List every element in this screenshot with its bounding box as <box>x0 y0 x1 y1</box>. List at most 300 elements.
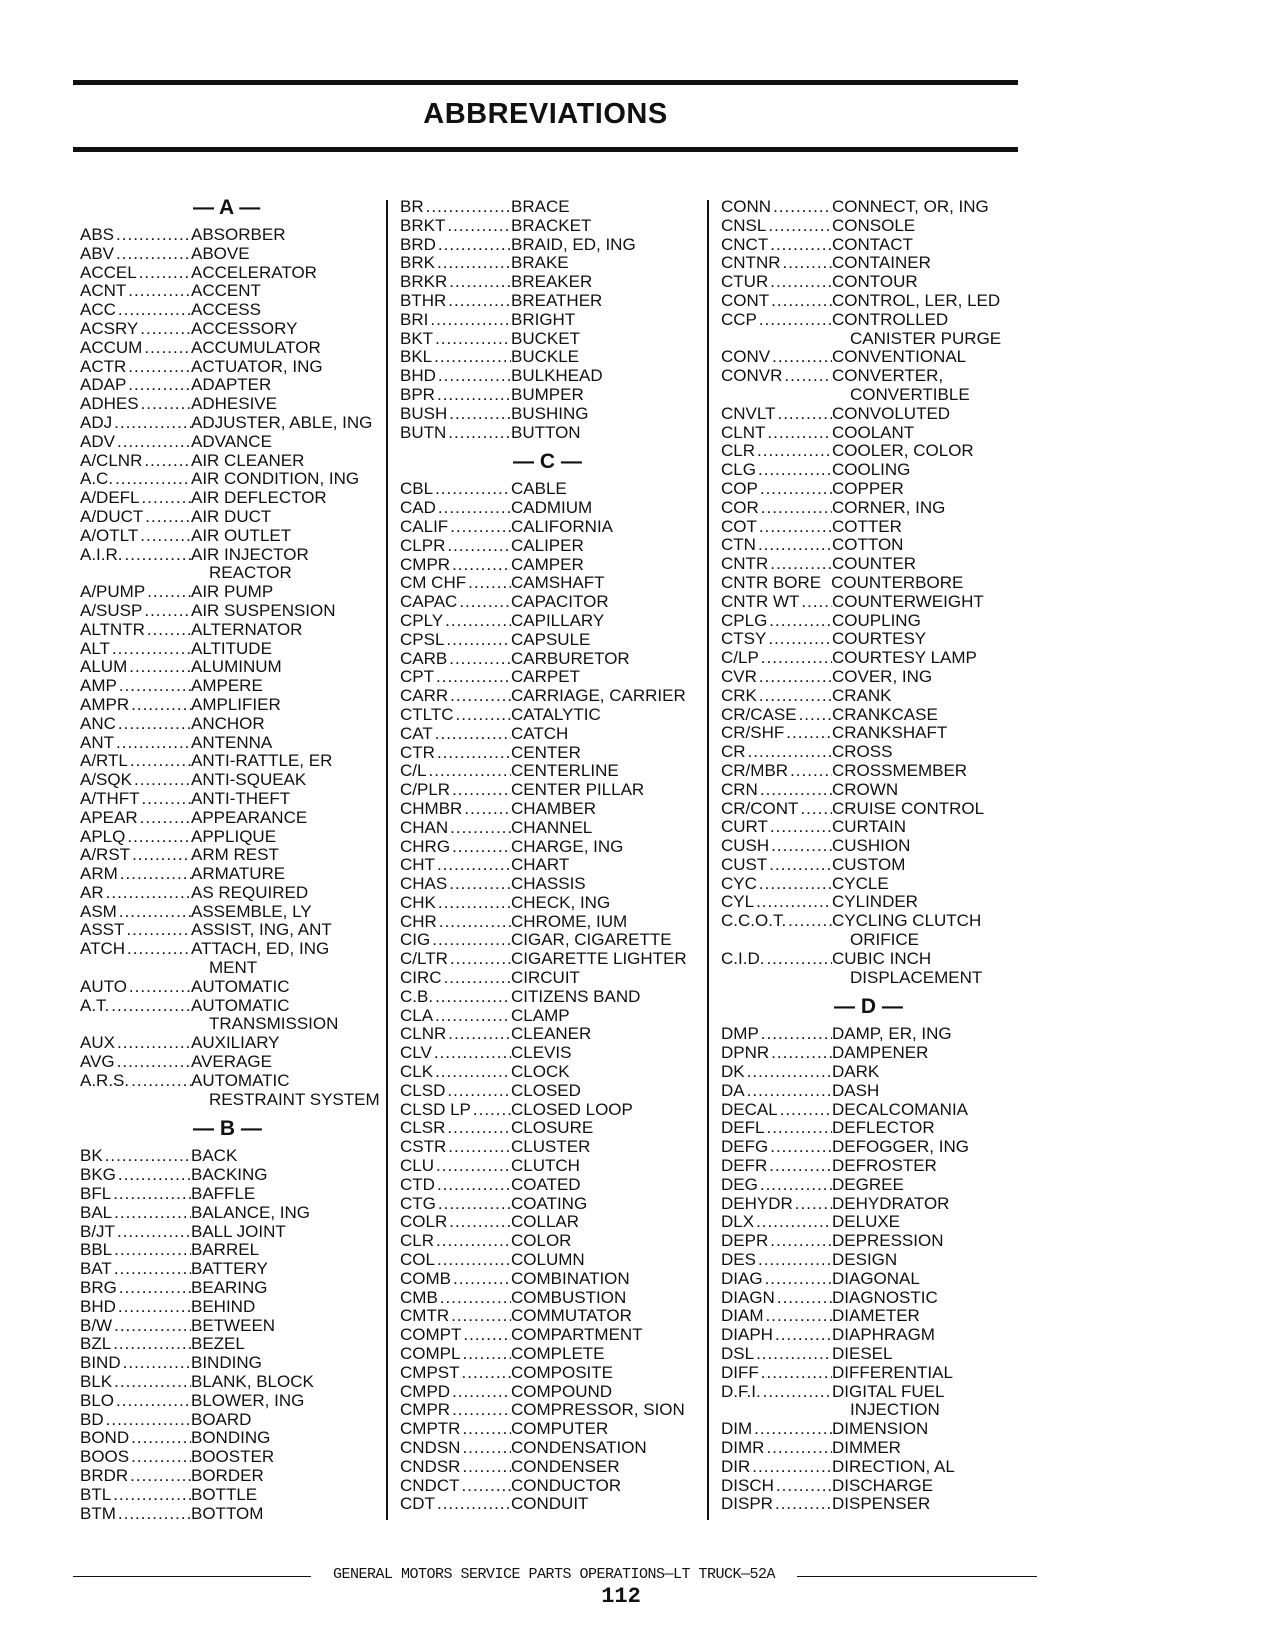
abbreviation-entry <box>80 376 380 395</box>
abbreviation-term: C/L ..... <box>400 762 511 781</box>
abbreviation-entry <box>400 386 700 405</box>
abbreviation-meaning: COOLER, COLOR <box>832 441 974 461</box>
abbreviation-entry <box>400 1082 700 1101</box>
abbreviation-entry <box>721 461 1021 480</box>
abbreviation-entry <box>80 602 380 621</box>
abbreviation-term: DES ..... <box>721 1251 832 1270</box>
abbreviation-entry <box>721 1232 1021 1251</box>
abbreviation-entry <box>80 282 380 301</box>
abbreviation-entry <box>721 1477 1021 1496</box>
abbreviation-entry <box>80 1185 380 1204</box>
abbreviation-meaning: AUXILIARY <box>191 1033 280 1053</box>
abbreviation-entry <box>400 1138 700 1157</box>
abbreviation-meaning: BEARING <box>191 1278 268 1298</box>
abbreviation-meaning: CARPET <box>511 667 580 687</box>
abbreviation-entry <box>80 583 380 602</box>
abbreviation-meaning: BALL JOINT <box>191 1221 286 1241</box>
abbreviation-entry <box>80 433 380 452</box>
abbreviation-meaning: CLUTCH <box>511 1156 580 1176</box>
abbreviation-entry <box>721 856 1021 875</box>
abbreviation-meaning: CUSHION <box>832 836 911 856</box>
abbreviation-term: BRD ..... <box>400 236 511 255</box>
abbreviation-meaning: DIMENSION <box>832 1419 929 1439</box>
abbreviation-meaning: DELUXE <box>832 1212 901 1232</box>
abbreviation-term: CALIF ..... <box>400 518 511 537</box>
abbreviation-meaning: COMPARTMENT <box>511 1325 643 1345</box>
abbreviation-term: ACNT ..... <box>80 282 191 301</box>
abbreviation-meaning: BUTTON <box>511 422 581 442</box>
abbreviation-meaning: BRACE <box>511 197 570 216</box>
abbreviation-term: CAD ..... <box>400 499 511 518</box>
abbreviation-meaning: AUTOMATIC <box>191 1070 290 1090</box>
abbreviation-term: A/DUCT ..... <box>80 508 191 527</box>
abbreviation-entry <box>721 1458 1021 1477</box>
abbreviation-meaning: DEPRESSION <box>832 1231 944 1251</box>
abbreviation-term: CHRG ..... <box>400 838 511 857</box>
abbreviation-meaning: CONTROL, LER, LED <box>832 290 1001 310</box>
abbreviation-term: APEAR ..... <box>80 809 191 828</box>
abbreviation-term: B/W ..... <box>80 1317 191 1336</box>
abbreviation-entry <box>721 912 1021 931</box>
abbreviation-entry <box>80 1429 380 1448</box>
abbreviation-term: BHD ..... <box>400 367 511 386</box>
abbreviation-meaning: BOTTLE <box>191 1484 258 1504</box>
abbreviation-entry <box>721 818 1021 837</box>
abbreviation-continuation <box>721 386 1021 405</box>
abbreviation-term: CYC ..... <box>721 875 832 894</box>
abbreviation-term: DPNR ..... <box>721 1044 832 1063</box>
abbreviation-meaning: CANISTER PURGE <box>850 328 1002 348</box>
abbreviation-meaning: CABLE <box>511 479 567 499</box>
abbreviation-term: A/RST ..... <box>80 846 191 865</box>
abbreviation-entry <box>400 480 700 499</box>
abbreviation-term: DEFG ..... <box>721 1138 832 1157</box>
abbreviation-term: BRDR ..... <box>80 1467 191 1486</box>
abbreviation-term: CYL ..... <box>721 893 832 912</box>
abbreviation-entry <box>721 405 1021 424</box>
abbreviation-term: CR/CASE ..... <box>721 706 832 725</box>
abbreviation-term: BZL ..... <box>80 1335 191 1354</box>
abbreviation-entry <box>721 1138 1021 1157</box>
abbreviation-term: ALTNTR ..... <box>80 621 191 640</box>
abbreviation-entry <box>80 884 380 903</box>
abbreviation-entry <box>80 1448 380 1467</box>
abbreviation-term: CHT ..... <box>400 856 511 875</box>
abbreviation-entry <box>721 762 1021 781</box>
abbreviation-meaning: BRACKET <box>511 215 592 235</box>
abbreviation-term: AR ..... <box>80 884 191 903</box>
abbreviation-term: DIMR ..... <box>721 1439 832 1458</box>
abbreviation-entry <box>400 950 700 969</box>
abbreviation-meaning: ANTI-THEFT <box>191 788 291 808</box>
abbreviation-term: DSL ..... <box>721 1345 832 1364</box>
abbreviation-entry <box>400 1025 700 1044</box>
abbreviation-entry <box>400 1307 700 1326</box>
abbreviation-entry <box>80 752 380 771</box>
abbreviation-term: CONT ..... <box>721 292 832 311</box>
abbreviation-entry <box>721 1082 1021 1101</box>
abbreviation-entry <box>80 1166 380 1185</box>
abbreviation-meaning: COVER, ING <box>832 666 933 686</box>
abbreviation-entry <box>400 800 700 819</box>
abbreviation-meaning: CALIFORNIA <box>511 516 614 536</box>
abbreviation-meaning: BRIGHT <box>511 309 576 329</box>
abbreviation-meaning: CENTERLINE <box>511 761 619 781</box>
abbreviation-meaning: CROSSMEMBER <box>832 760 968 780</box>
abbreviation-term: CMPR ..... <box>400 556 511 575</box>
abbreviation-entry <box>400 311 700 330</box>
abbreviation-term: CTSY ..... <box>721 630 832 649</box>
abbreviation-term: C/PLR ..... <box>400 781 511 800</box>
abbreviation-term: CTN ..... <box>721 536 832 555</box>
abbreviation-meaning: ADVANCE <box>191 431 272 451</box>
abbreviation-meaning: BRAKE <box>511 253 569 273</box>
abbreviation-meaning: COATING <box>511 1193 588 1213</box>
abbreviation-entry <box>400 1439 700 1458</box>
abbreviation-entry <box>80 1260 380 1279</box>
abbreviation-term: AUTO ..... <box>80 978 191 997</box>
section-letter-heading: — A — <box>193 196 261 219</box>
abbreviation-term: ACSRY ..... <box>80 320 191 339</box>
abbreviation-term: DIAM ..... <box>721 1307 832 1326</box>
abbreviation-term: COMPT ..... <box>400 1326 511 1345</box>
abbreviation-term: CMPR ..... <box>400 1401 511 1420</box>
abbreviation-term <box>721 1401 832 1420</box>
abbreviation-meaning: DIAPHRAGM <box>832 1325 935 1345</box>
abbreviation-meaning: COMBUSTION <box>511 1287 627 1307</box>
abbreviation-term: CLSD ..... <box>400 1082 511 1101</box>
abbreviation-term: ADHES ..... <box>80 395 191 414</box>
abbreviation-term: CONVR ..... <box>721 367 832 386</box>
abbreviation-entry <box>80 658 380 677</box>
abbreviation-meaning: ALTITUDE <box>191 638 272 658</box>
abbreviation-term: COLR ..... <box>400 1213 511 1232</box>
abbreviation-meaning: CYCLING CLUTCH <box>832 911 982 931</box>
abbreviation-term: CNDCT ..... <box>400 1477 511 1496</box>
abbreviation-meaning: COMPUTER <box>511 1419 609 1439</box>
abbreviation-meaning: CLEANER <box>511 1024 592 1044</box>
abbreviation-entry <box>80 1317 380 1336</box>
abbreviation-entry <box>721 1101 1021 1120</box>
abbreviation-entry <box>721 837 1021 856</box>
abbreviation-entry <box>400 198 700 217</box>
abbreviation-term: CPLG ..... <box>721 612 832 631</box>
abbreviation-term: CNVLT ..... <box>721 405 832 424</box>
abbreviation-term: DIAGN ..... <box>721 1289 832 1308</box>
abbreviation-meaning: DARK <box>832 1062 880 1082</box>
abbreviation-entry <box>80 527 380 546</box>
abbreviation-entry <box>400 1495 700 1514</box>
abbreviation-term: BBL ..... <box>80 1241 191 1260</box>
abbreviation-term: CHR ..... <box>400 913 511 932</box>
abbreviation-entry <box>80 715 380 734</box>
abbreviation-entry <box>400 1195 700 1214</box>
top-rule <box>73 80 1018 85</box>
abbreviation-term: CHMBR ..... <box>400 800 511 819</box>
abbreviation-meaning: DIESEL <box>832 1344 893 1364</box>
abbreviation-meaning: COMPOUND <box>511 1381 613 1401</box>
abbreviation-meaning: APPEARANCE <box>191 807 308 827</box>
abbreviation-entry <box>400 1007 700 1026</box>
abbreviation-meaning: CROSS <box>832 742 893 762</box>
abbreviation-meaning: COMPOSITE <box>511 1362 614 1382</box>
abbreviation-meaning: CLOSED <box>511 1080 581 1100</box>
abbreviation-entry <box>400 1063 700 1082</box>
abbreviation-meaning: AIR INJECTOR <box>191 544 309 564</box>
abbreviation-term: BRKR ..... <box>400 273 511 292</box>
abbreviation-entry <box>80 677 380 696</box>
abbreviation-entry <box>400 405 700 424</box>
abbreviation-meaning: ABOVE <box>191 243 250 263</box>
abbreviation-term: A/PUMP ..... <box>80 583 191 602</box>
abbreviation-term: BUSH ..... <box>400 405 511 424</box>
abbreviation-column-1 <box>80 198 380 1523</box>
abbreviation-meaning: CAPACITOR <box>511 592 609 612</box>
abbreviation-meaning: CAMSHAFT <box>511 573 605 593</box>
abbreviation-entry <box>400 1326 700 1345</box>
abbreviation-entry <box>400 931 700 950</box>
abbreviation-entry <box>721 743 1021 762</box>
abbreviation-meaning: ADJUSTER, ABLE, ING <box>191 412 373 432</box>
abbreviation-entry <box>400 348 700 367</box>
abbreviation-meaning: CUBIC INCH <box>832 948 932 968</box>
abbreviation-term: BOOS ..... <box>80 1448 191 1467</box>
abbreviation-entry <box>400 856 700 875</box>
abbreviation-term: B/JT ..... <box>80 1223 191 1242</box>
abbreviation-meaning: CONVOLUTED <box>832 403 951 423</box>
abbreviation-entry <box>400 1232 700 1251</box>
abbreviation-entry <box>721 668 1021 687</box>
abbreviation-entry <box>400 687 700 706</box>
abbreviation-meaning: CUSTOM <box>832 854 906 874</box>
abbreviation-meaning: CRANKCASE <box>832 704 938 724</box>
abbreviation-continuation <box>721 330 1021 349</box>
abbreviation-entry <box>400 875 700 894</box>
abbreviation-term: C/LP ..... <box>721 649 832 668</box>
abbreviation-meaning: DIAMETER <box>832 1306 920 1326</box>
abbreviation-term: CLK ..... <box>400 1063 511 1082</box>
abbreviation-entry <box>400 1477 700 1496</box>
abbreviation-term: COMB ..... <box>400 1270 511 1289</box>
abbreviation-meaning: DISPLACEMENT <box>850 967 983 987</box>
abbreviation-meaning: CAPILLARY <box>511 610 605 630</box>
abbreviation-entry <box>400 1289 700 1308</box>
abbreviation-meaning: INJECTION <box>850 1400 940 1420</box>
abbreviation-term: CTG ..... <box>400 1195 511 1214</box>
abbreviation-entry <box>80 470 380 489</box>
abbreviation-meaning: CIGAR, CIGARETTE <box>511 930 672 950</box>
abbreviation-entry <box>80 734 380 753</box>
abbreviation-meaning: CLUSTER <box>511 1137 591 1157</box>
abbreviation-term: CLSR ..... <box>400 1119 511 1138</box>
abbreviation-meaning: ANTI-SQUEAK <box>191 770 307 790</box>
abbreviation-entry <box>400 1401 700 1420</box>
abbreviation-meaning: COLUMN <box>511 1250 585 1270</box>
abbreviation-meaning: COMPRESSOR, SION <box>511 1400 685 1420</box>
abbreviation-entry <box>80 1204 380 1223</box>
abbreviation-term: CMPTR ..... <box>400 1420 511 1439</box>
abbreviation-entry <box>721 1063 1021 1082</box>
abbreviation-meaning: DESIGN <box>832 1250 898 1270</box>
abbreviation-entry <box>400 518 700 537</box>
abbreviation-meaning: COUNTERBORE <box>831 572 964 592</box>
abbreviation-term: CLNR ..... <box>400 1025 511 1044</box>
abbreviation-entry <box>80 245 380 264</box>
abbreviation-meaning: AIR CONDITION, ING <box>191 469 360 489</box>
abbreviation-entry <box>721 1251 1021 1270</box>
abbreviation-term: BRG ..... <box>80 1279 191 1298</box>
abbreviation-meaning: CRANKSHAFT <box>832 723 948 743</box>
abbreviation-term: C.C.O.T. ..... <box>721 912 832 931</box>
abbreviation-term: DIAPH ..... <box>721 1326 832 1345</box>
abbreviation-entry <box>721 593 1021 612</box>
abbreviation-meaning: CONDENSER <box>511 1456 620 1476</box>
abbreviation-entry <box>400 1251 700 1270</box>
abbreviation-meaning: RESTRAINT SYSTEM <box>209 1089 380 1109</box>
abbreviation-entry <box>400 556 700 575</box>
abbreviation-meaning: ADAPTER <box>191 375 272 395</box>
abbreviation-term: CARR ..... <box>400 687 511 706</box>
abbreviation-meaning: BOARD <box>191 1409 252 1429</box>
abbreviation-term: CNTNR ..... <box>721 254 832 273</box>
abbreviation-entry <box>80 1486 380 1505</box>
abbreviation-entry <box>721 1345 1021 1364</box>
abbreviation-term: DLX ..... <box>721 1213 832 1232</box>
abbreviation-term: ABV ..... <box>80 245 191 264</box>
abbreviation-continuation <box>80 1015 380 1034</box>
abbreviation-meaning: CONVERTER, <box>832 366 944 386</box>
abbreviation-entry <box>721 1025 1021 1044</box>
abbreviation-meaning: CURTAIN <box>832 817 906 837</box>
abbreviation-meaning: ANTENNA <box>191 732 273 752</box>
abbreviation-meaning: CITIZENS BAND <box>511 986 641 1006</box>
abbreviation-meaning: CIRCUIT <box>511 968 580 988</box>
abbreviation-term: BRKT ..... <box>400 217 511 236</box>
abbreviation-meaning: DISCHARGE <box>832 1475 934 1495</box>
abbreviation-meaning: DEFOGGER, ING <box>832 1137 969 1157</box>
abbreviation-term: ANC ..... <box>80 715 191 734</box>
abbreviation-meaning: COUPLING <box>832 610 921 630</box>
abbreviation-entry <box>80 771 380 790</box>
abbreviation-meaning: ARMATURE <box>191 864 286 884</box>
abbreviation-entry <box>400 1345 700 1364</box>
abbreviation-meaning: COPPER <box>832 478 904 498</box>
abbreviation-entry <box>721 480 1021 499</box>
abbreviation-entry <box>400 781 700 800</box>
abbreviation-term: BTL ..... <box>80 1486 191 1505</box>
abbreviation-meaning: BAFFLE <box>191 1184 256 1204</box>
abbreviation-meaning: AIR DUCT <box>191 506 272 526</box>
abbreviation-entry <box>400 1383 700 1402</box>
abbreviation-entry <box>721 687 1021 706</box>
abbreviation-meaning: BUMPER <box>511 384 584 404</box>
abbreviation-term: BUTN ..... <box>400 424 511 443</box>
abbreviation-meaning: CADMIUM <box>511 498 593 518</box>
abbreviation-meaning: BRAID, ED, ING <box>511 234 636 254</box>
abbreviation-entry <box>721 1157 1021 1176</box>
abbreviation-entry <box>400 1044 700 1063</box>
abbreviation-term <box>80 959 191 978</box>
abbreviation-entry <box>721 612 1021 631</box>
abbreviation-entry <box>721 800 1021 819</box>
abbreviation-entry <box>721 950 1021 969</box>
abbreviation-meaning: ACCESSORY <box>191 318 298 338</box>
page-number: 112 <box>601 1584 641 1609</box>
abbreviation-term: CPT ..... <box>400 668 511 687</box>
abbreviation-meaning: BONDING <box>191 1428 271 1448</box>
abbreviation-term: BKG ..... <box>80 1166 191 1185</box>
abbreviation-entry <box>400 367 700 386</box>
abbreviation-term: CLSD LP ..... <box>400 1101 511 1120</box>
abbreviation-entry <box>721 649 1021 668</box>
abbreviation-entry <box>400 273 700 292</box>
abbreviation-entry <box>400 1213 700 1232</box>
abbreviation-term: CMPD ..... <box>400 1383 511 1402</box>
abbreviation-term: CLU ..... <box>400 1157 511 1176</box>
abbreviation-entry <box>80 1411 380 1430</box>
abbreviation-term: COP ..... <box>721 480 832 499</box>
abbreviation-entry <box>721 292 1021 311</box>
abbreviation-term: A.I.R. ..... <box>80 546 191 565</box>
abbreviation-term: C.B. ..... <box>400 988 511 1007</box>
abbreviation-entry <box>721 781 1021 800</box>
abbreviation-term: CMPST ..... <box>400 1364 511 1383</box>
abbreviation-term: BAT ..... <box>80 1260 191 1279</box>
abbreviation-entry <box>400 1270 700 1289</box>
abbreviation-term: CNTR WT ..... <box>721 593 832 612</box>
abbreviation-entry <box>400 612 700 631</box>
abbreviation-term: CLPR ..... <box>400 537 511 556</box>
abbreviation-entry <box>400 330 700 349</box>
abbreviation-column-2 <box>400 198 700 1514</box>
abbreviation-meaning: ARM REST <box>191 845 279 865</box>
abbreviation-entry <box>400 744 700 763</box>
abbreviation-meaning: CATALYTIC <box>511 704 601 724</box>
abbreviation-entry <box>400 725 700 744</box>
abbreviation-meaning: BOOSTER <box>191 1447 275 1467</box>
abbreviation-term: COMPL ..... <box>400 1345 511 1364</box>
abbreviation-meaning: CYLINDER <box>832 892 918 912</box>
abbreviation-term: CURT ..... <box>721 818 832 837</box>
title-underline-rule <box>73 147 1018 152</box>
abbreviation-term: CBL ..... <box>400 480 511 499</box>
abbreviation-entry <box>80 1241 380 1260</box>
abbreviation-meaning: COUNTER <box>832 554 917 574</box>
abbreviation-meaning: CYCLE <box>832 873 889 893</box>
abbreviation-term: C/LTR ..... <box>400 950 511 969</box>
abbreviation-continuation <box>80 564 380 583</box>
abbreviation-meaning: AVERAGE <box>191 1052 272 1072</box>
abbreviation-entry <box>80 809 380 828</box>
abbreviation-meaning: DIAGONAL <box>832 1268 920 1288</box>
abbreviation-entry <box>721 630 1021 649</box>
abbreviation-entry <box>721 875 1021 894</box>
column-divider <box>707 200 709 1520</box>
abbreviation-term: ALT ..... <box>80 640 191 659</box>
abbreviation-meaning: BUCKET <box>511 328 580 348</box>
abbreviation-continuation <box>80 959 380 978</box>
abbreviation-term: BKL ..... <box>400 348 511 367</box>
abbreviation-entry <box>80 1392 380 1411</box>
abbreviation-term: COL ..... <box>400 1251 511 1270</box>
abbreviation-meaning: CLAMP <box>511 1005 570 1025</box>
abbreviation-meaning: ORIFICE <box>850 930 919 950</box>
abbreviation-term: CTR ..... <box>400 744 511 763</box>
abbreviation-term: CR/SHF ..... <box>721 724 832 743</box>
abbreviation-meaning: COMMUTATOR <box>511 1306 632 1326</box>
abbreviation-entry <box>80 546 380 565</box>
abbreviation-term: DECAL ..... <box>721 1101 832 1120</box>
